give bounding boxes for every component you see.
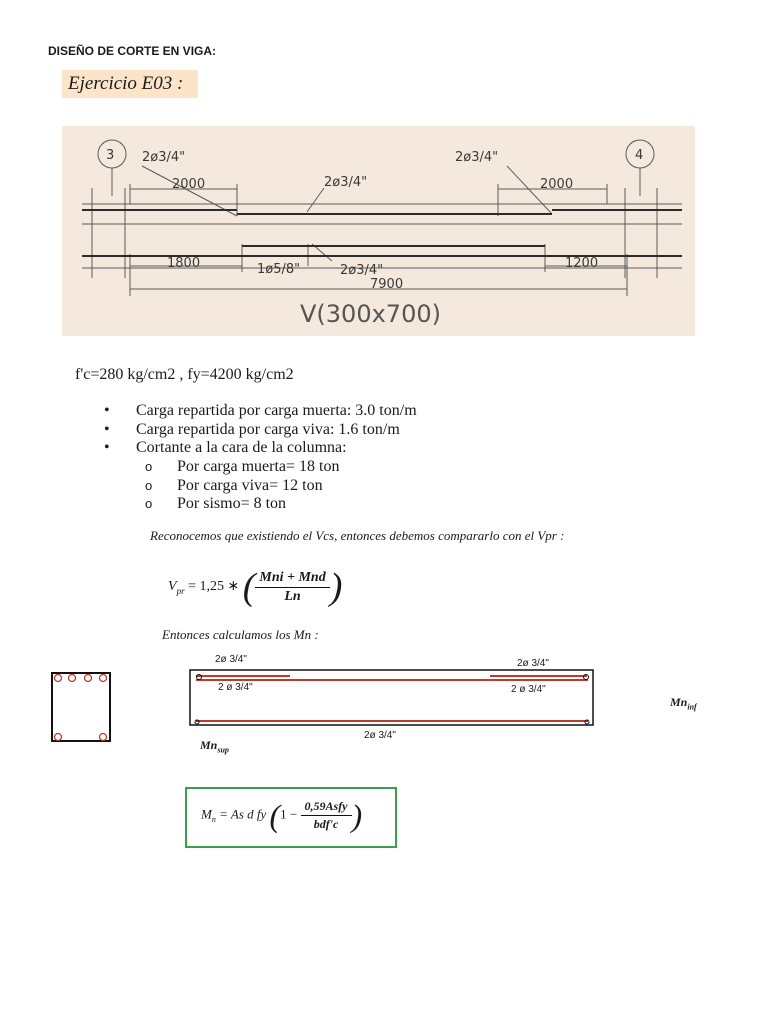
mn-statement: Entonces calculamos los Mn : — [162, 627, 319, 642]
page-title: DISEÑO DE CORTE EN VIGA: — [48, 44, 217, 58]
list-item: • Carga repartida por carga viva: 1.6 ton/m — [104, 421, 417, 440]
top-right-rebar-label: 2ø 3/4" — [517, 658, 549, 669]
mn-inf-text: Mn — [670, 695, 688, 709]
dim-top-left: 2000 — [172, 177, 206, 192]
list-item: o Por carga muerta= 18 ton — [145, 458, 339, 477]
mn-sup-subscript: sup — [217, 745, 229, 755]
span-dimension: 7900 — [370, 277, 404, 292]
dim-bottom-right: 1200 — [565, 256, 599, 271]
cross-section-sketch — [50, 671, 112, 748]
bottom-rebar-label: 2ø 3/4" — [364, 730, 396, 741]
mn-inf-label — [670, 695, 697, 711]
list-item: o Por sismo= 8 ton — [145, 495, 339, 514]
list-item: • Carga repartida por carga muerta: 3.0 ton/m — [104, 402, 417, 421]
mn-formula-box: $M_n = As$ d fy (1 − $\frac{\text{0,59Asfy}}{\text{bdf'c}}$ ) — [185, 787, 397, 848]
beam-section-label: V(300x700) — [300, 300, 441, 328]
bottom-extra-bar-label: 1ø5/8" — [257, 262, 301, 277]
vpr-numerator: Mni + Mnd — [255, 570, 329, 588]
vcs-statement: Reconocemos que existiendo el Vcs, entonces debemos compararlo con el Vpr : — [150, 528, 565, 543]
vpr-denominator: Ln — [284, 588, 301, 604]
dim-top-right: 2000 — [540, 177, 574, 192]
mn-rhs: = As d fy — [219, 806, 267, 822]
bottom-bars-label: 2ø3/4" — [340, 263, 384, 278]
vpr-equals: = 1,25 ∗ — [188, 579, 240, 595]
exercise-label: Ejercicio E03 : — [62, 70, 198, 98]
top-center-bars-label: 2ø3/4" — [324, 175, 368, 190]
dim-bottom-left: 1800 — [167, 256, 201, 271]
top-left-bars-label: 2ø3/4" — [142, 150, 186, 165]
mn-subscript: n — [211, 815, 216, 825]
vpr-lhs: V — [168, 579, 177, 595]
list-item: o Por carga viva= 12 ton — [145, 477, 339, 496]
axis-label-left: 3 — [106, 148, 115, 163]
inner-left-rebar-label: 2 ø 3/4" — [218, 682, 253, 693]
mn-numerator: 0,59Asfy — [301, 799, 352, 816]
top-left-rebar-label: 2ø 3/4" — [215, 654, 247, 665]
mn-one-minus: 1 − — [280, 806, 298, 822]
inner-right-rebar-label: 2 ø 3/4" — [511, 684, 546, 695]
mn-lhs: M — [201, 806, 212, 822]
list-item: • Cortante a la cara de la columna: — [104, 439, 417, 458]
mn-sup-label — [200, 738, 229, 754]
top-right-bars-label: 2ø3/4" — [455, 150, 499, 165]
axis-label-right: 4 — [635, 148, 644, 163]
mn-inf-subscript: inf — [687, 702, 697, 712]
beam-elevation-drawing — [62, 126, 695, 336]
vpr-equation: $V_{pr} = 1,25$ ∗ ( $\frac{\text{Mni + Mnd}}{Ln}$ ) — [168, 566, 343, 608]
material-properties: f'c=280 kg/cm2 , fy=4200 kg/cm2 — [75, 366, 294, 383]
vpr-fraction — [255, 570, 329, 605]
mn-sup-text: Mn — [200, 738, 218, 752]
load-list — [104, 402, 417, 458]
vpr-subscript: pr — [176, 586, 185, 597]
mn-fraction — [301, 799, 352, 832]
shear-list — [145, 458, 339, 514]
mn-denominator: bdf'c — [313, 817, 339, 831]
